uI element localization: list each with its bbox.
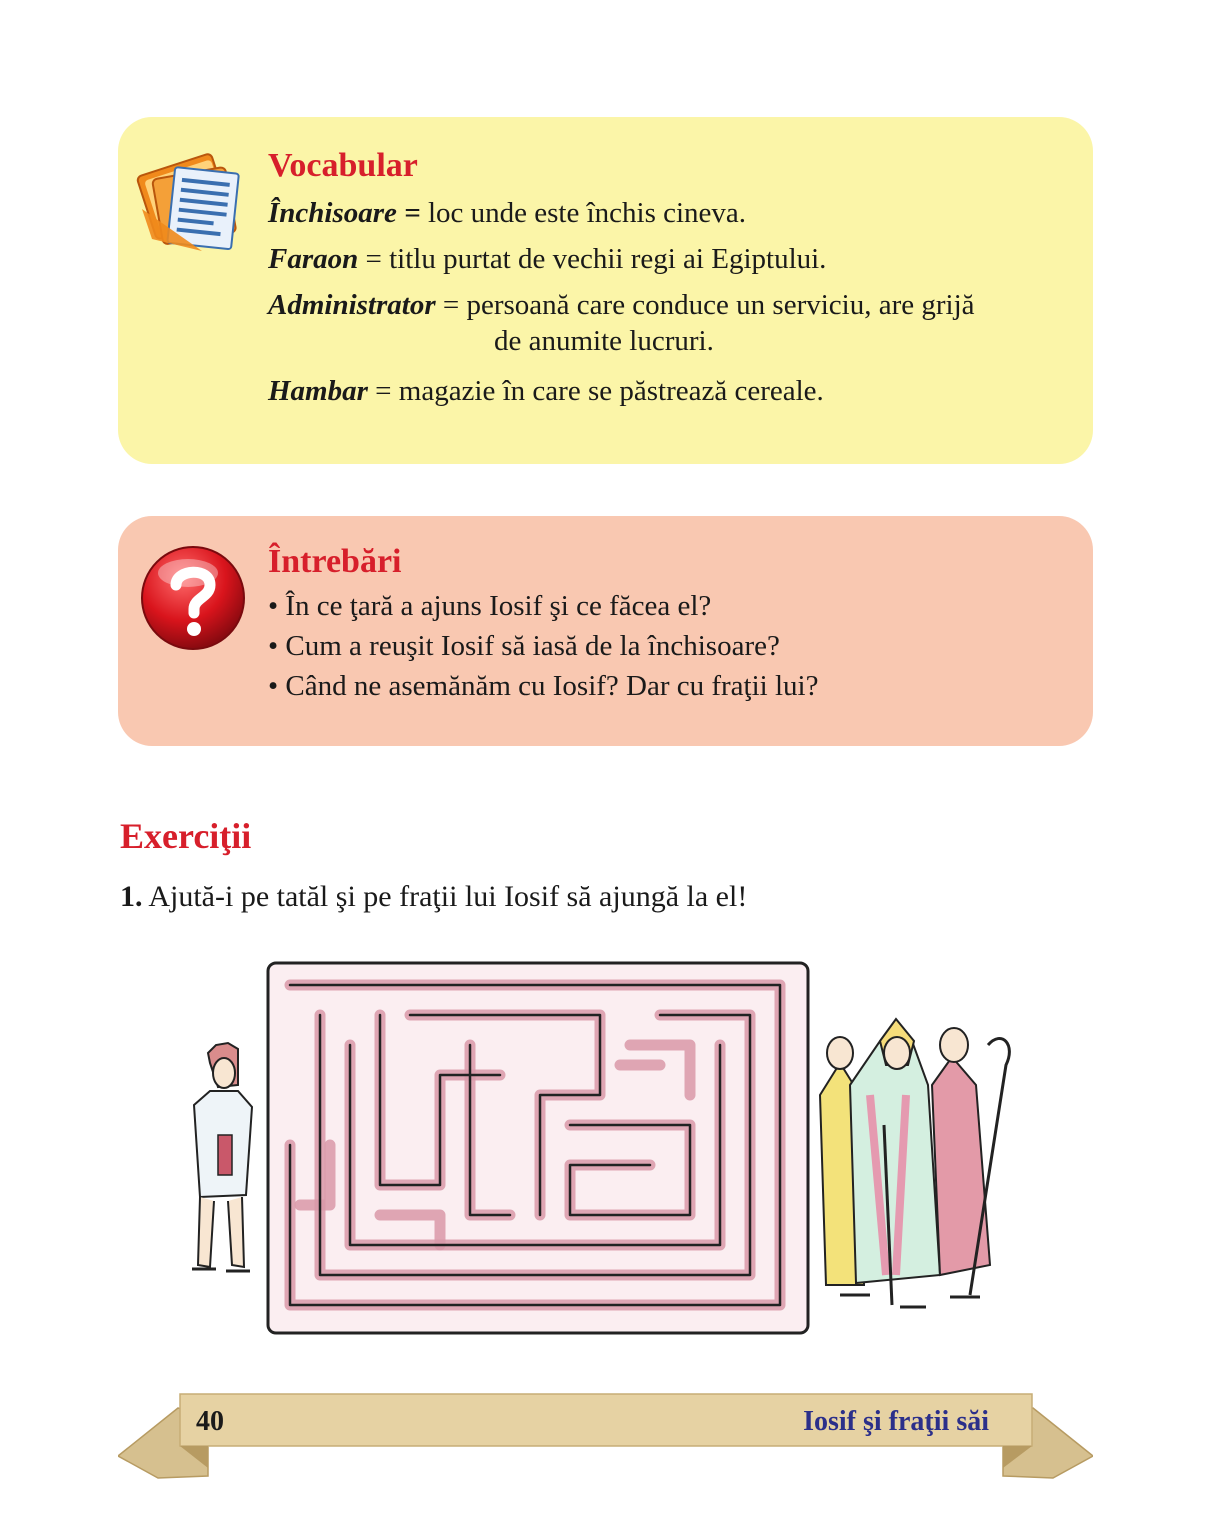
question-item: • În ce ţară a ajuns Iosif şi ce făcea el?: [268, 590, 712, 622]
footer-ribbon: [118, 1388, 1093, 1488]
vocab-definition: = magazie în care se păstrează cereale.: [367, 375, 824, 407]
vocab-entry: [268, 239, 826, 279]
question-mark-icon: [138, 543, 248, 653]
vocab-entry: [268, 193, 746, 233]
vocab-entry: [268, 371, 824, 411]
questions-box: [118, 516, 1093, 746]
documents-icon: [132, 139, 252, 259]
exercises-title: Exerciţii: [120, 816, 252, 856]
vocab-term: Administrator: [268, 289, 436, 321]
maze-illustration: [180, 945, 1020, 1345]
vocabulary-title: Vocabular: [268, 147, 418, 184]
maze: [268, 963, 808, 1333]
question-item: • Cum a reuşit Iosif să iasă de la închisoare?: [268, 630, 780, 662]
vocab-definition-continuation: de anumite lucruri.: [494, 325, 714, 357]
chapter-title: Iosif şi fraţii săi: [803, 1406, 989, 1437]
questions-title: Întrebări: [268, 543, 402, 580]
vocab-term: Hambar: [268, 375, 368, 407]
vocab-entry: [268, 285, 975, 325]
vocab-term: Faraon: [268, 243, 359, 275]
vocab-definition: loc unde este închis cineva.: [420, 197, 747, 229]
exercise-number: 1.: [120, 880, 143, 913]
vocab-definition: = titlu purtat de vechii regi ai Egiptului.: [358, 243, 827, 275]
exercise-1: [120, 880, 747, 914]
vocabulary-box: [118, 117, 1093, 464]
vocab-term: Închisoare =: [268, 197, 421, 229]
page-number: 40: [196, 1406, 224, 1437]
joseph-figure: [192, 1043, 252, 1271]
vocab-definition: = persoană care conduce un serviciu, are grijă: [435, 289, 975, 321]
brothers-figures: [820, 1019, 1009, 1307]
exercise-text: Ajută-i pe tatăl şi pe fraţii lui Iosif să ajungă la el!: [142, 880, 748, 913]
question-item: • Când ne asemănăm cu Iosif? Dar cu fraţii lui?: [268, 670, 819, 702]
